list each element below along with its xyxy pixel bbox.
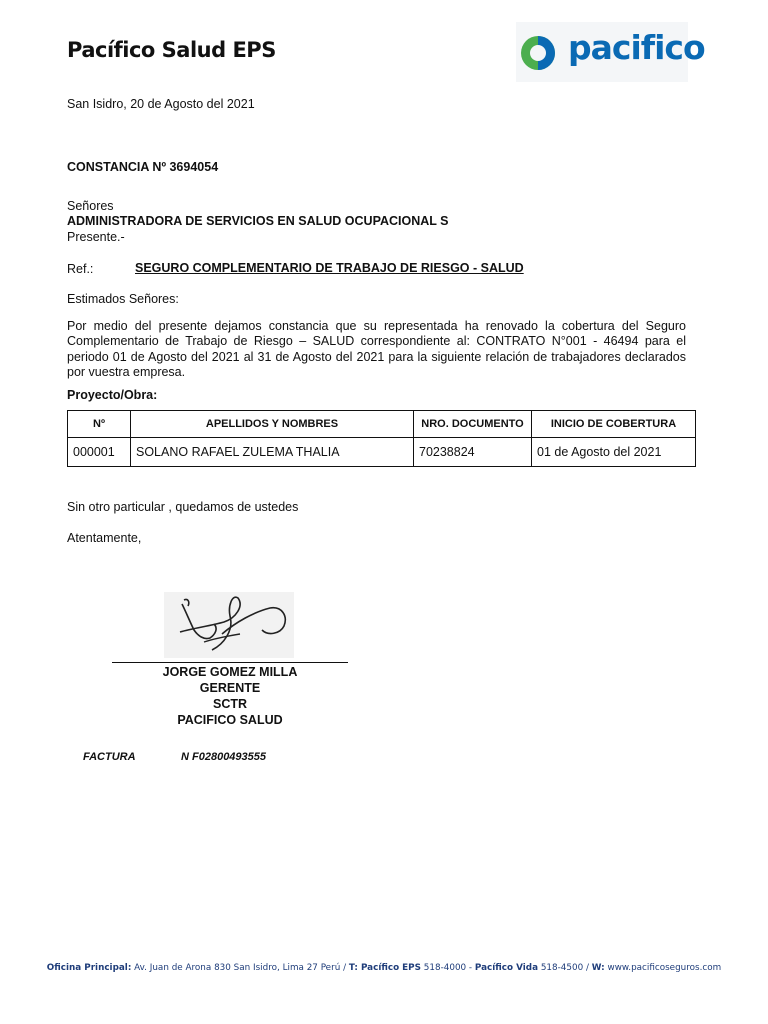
column-header: Nº (68, 411, 131, 438)
recipient-name: ADMINISTRADORA DE SERVICIOS EN SALUD OCUPACIONAL S (67, 214, 449, 228)
signer-name: JORGE GOMEZ MILLA (162, 665, 298, 679)
footer-contact (0, 963, 768, 973)
invoice-number: N F02800493555 (181, 751, 267, 763)
body-paragraph: Por medio del presente dejamos constancia que su representada ha renovado la cobertura del Seguro Complementario de Trabajo de Riesgo – SALUD correspondiente al: CONTRATO N°001 - 46494 para el periodo 01 de Agosto del 2021 al 31 de Agosto del 2021 para la siguiente relación de trabajadores declarados por vuestra empresa. (67, 319, 686, 379)
signature-line (112, 662, 348, 663)
signer-dept: SCTR (212, 697, 248, 711)
table-cell: 01 de Agosto del 2021 (532, 438, 696, 467)
column-header: INICIO DE COBERTURA (532, 411, 696, 438)
greeting: Estimados Señores: (67, 292, 179, 306)
signer-title: GERENTE (199, 681, 261, 695)
footer-office-label: Oficina Principal: (46, 963, 132, 973)
signoff-line: Atentamente, (67, 531, 142, 545)
ref-label: Ref.: (67, 262, 94, 276)
proyecto-label: Proyecto/Obra: (67, 388, 158, 402)
footer-phone-eps: 518-4000 - (423, 963, 473, 973)
signer-block (112, 664, 348, 728)
footer-web-link[interactable]: www.pacificoseguros.com (607, 963, 722, 973)
presente-line: Presente.- (67, 230, 125, 244)
footer-web-label: W: (591, 963, 605, 973)
brand-title: Pacífico Salud EPS (67, 38, 276, 62)
footer-address: Av. Juan de Arona 830 San Isidro, Lima 27 Perú / (134, 963, 347, 973)
logo-text: pacifico (568, 28, 705, 67)
closing-line: Sin otro particular , quedamos de ustedes (67, 500, 299, 514)
logo-mark-icon (516, 22, 568, 82)
date-line: San Isidro, 20 de Agosto del 2021 (67, 97, 255, 111)
table-header-row (68, 411, 696, 438)
table-cell: 70238824 (414, 438, 532, 467)
salutation: Señores (67, 199, 114, 213)
handwritten-signature (164, 592, 294, 658)
invoice-label: FACTURA (83, 751, 136, 763)
table-cell: SOLANO RAFAEL ZULEMA THALIA (131, 438, 414, 467)
footer-vida-label: Pacífico Vida (474, 963, 539, 973)
signer-company: PACIFICO SALUD (177, 713, 283, 727)
ref-subject: SEGURO COMPLEMENTARIO DE TRABAJO DE RIESGO - SALUD (135, 261, 524, 275)
pacifico-logo (516, 22, 705, 82)
footer-phone-vida: 518-4500 / (540, 963, 589, 973)
table-cell: 000001 (68, 438, 131, 467)
constancia-number: CONSTANCIA Nº 3694054 (67, 160, 219, 174)
column-header: NRO. DOCUMENTO (414, 411, 532, 438)
workers-table (67, 410, 696, 467)
signature-scribble-icon (164, 592, 294, 658)
table-row (68, 438, 696, 467)
column-header: APELLIDOS Y NOMBRES (131, 411, 414, 438)
footer-phone-label: T: Pacífico EPS (348, 963, 421, 973)
